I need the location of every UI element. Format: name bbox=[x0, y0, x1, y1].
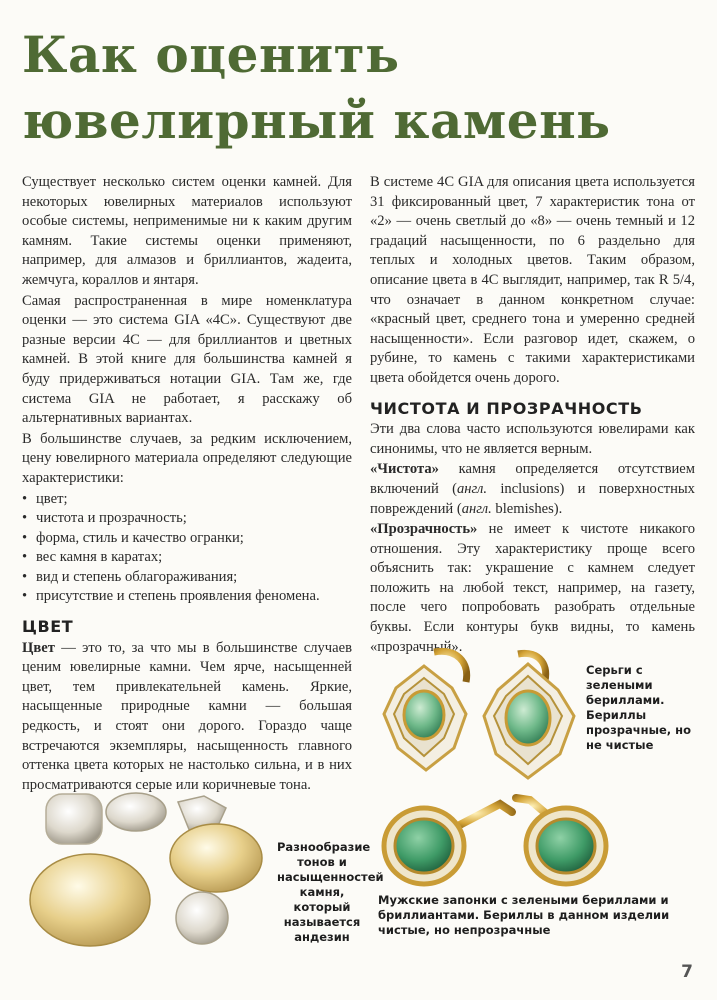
gem-oval-large bbox=[30, 854, 150, 946]
gem-round bbox=[176, 892, 228, 944]
list-item: • чистота и прозрачность; bbox=[22, 509, 352, 529]
cufflinks-photo bbox=[380, 790, 615, 890]
purity-text: inclusions) и поверхностных повреждений ( bbox=[370, 480, 695, 517]
caption-andesine: Разнообразие тонов и насыщенностей камня, который называется андезин bbox=[277, 840, 384, 944]
list-item: • вес камня в каратах; bbox=[22, 548, 352, 568]
left-column bbox=[22, 173, 352, 796]
andesine-gems-photo bbox=[26, 790, 274, 955]
title-line-2: ювелирный камень bbox=[22, 91, 611, 150]
paragraph-purity bbox=[370, 460, 695, 519]
angl-abbrev: англ. bbox=[457, 480, 488, 497]
angl-abbrev: англ. bbox=[461, 500, 492, 517]
paragraph-intro: Существует несколько систем оценки камней. Для некоторых ювелирных материалов используют особые системы, неприменимые ни к каким другим камням. Такие системы оценки применяют, например, для алмазов и бриллиантов, жадеита, жемчуга, кораллов и янтаря. bbox=[22, 174, 352, 288]
gem-oval-small bbox=[106, 793, 166, 831]
earring-right bbox=[484, 653, 574, 778]
paragraph-clarity-intro: Эти два слова часто используются ювелирами как синонимы, что не является верным. bbox=[370, 421, 695, 457]
paragraph-transparency bbox=[370, 520, 695, 657]
list-item: • форма, стиль и качество огранки; bbox=[22, 529, 352, 549]
list-item: • присутствие и степень проявления феномена. bbox=[22, 587, 352, 607]
paragraph-gia: Самая распространенная в мире номенклатура оценки — это система GIA «4С». Существуют две разные версии 4С — для бриллиантов и цветных камней. В этой книге для большинства камней я буду придерживаться нотации GIA. Там же, где система GIA не работает, я расскажу об альтернативных вариантах. bbox=[22, 292, 352, 427]
paragraph-color bbox=[22, 639, 352, 796]
term-transparency: «Прозрачность» bbox=[370, 521, 478, 538]
section-heading-clarity: ЧИСТОТА И ПРОЗРАЧНОСТЬ bbox=[370, 398, 643, 418]
page-number: 7 bbox=[681, 962, 693, 982]
section-heading-color: ЦВЕТ bbox=[22, 617, 74, 637]
paragraph-characteristics: В большинстве случаев, за редким исключением, цену ювелирного материала определяют следующие характеристики: bbox=[22, 430, 352, 486]
earrings-photo bbox=[372, 648, 582, 783]
gem-oval-yellow bbox=[170, 824, 262, 892]
term-purity: «Чистота» bbox=[370, 461, 439, 478]
color-text: — это то, за что мы в большинстве случаев ценим ювелирные камни. Чем ярче, насыщенней цвет, тем привлекательней камень. Яркие, насыщенные природные камни — большая редкость, и стоят они дорого. Гораздо чаще встречаются экземпляры, насыщенность главного оттенка цвета которых не настолько сильна, и в них просматриваются серые или коричневые тона. bbox=[22, 639, 352, 793]
term-color: Цвет bbox=[22, 639, 55, 656]
earring-left bbox=[384, 651, 467, 770]
caption-cufflinks: Мужские запонки с зелеными бериллами и бриллиантами. Бериллы в данном изделии чистые, но непрозрачные bbox=[378, 893, 670, 937]
purity-text: blemishes). bbox=[491, 500, 563, 517]
gem-cushion bbox=[46, 794, 102, 844]
page-title bbox=[22, 22, 611, 154]
right-column bbox=[370, 173, 695, 658]
paragraph-gia-color: В системе 4С GIA для описания цвета используется 31 фиксированный цвет, 7 характеристик тона от «2» — очень светлый до «8» — очень темный и 12 градаций насыщенности, по 6 раздельно для теплых и холодных цветов. Таким образом, описание цвета в 4С выглядит, например, так R 5/4, что означает в данном конкретном случае: «красный цвет, среднего тона и умеренно средней насыщенности». Если разговор идет, скажем, о рубине, то камень с такими характеристиками цвета обойдется очень дорого. bbox=[370, 174, 695, 386]
cufflink-left bbox=[384, 804, 512, 884]
title-line-1: Как оценить bbox=[22, 25, 400, 84]
transparency-text: не имеет к чистоте никакого отношения. Эту характеристику проще всего объяснить так: украшение с камнем следует положить на любой текст, например, на газету, после чего попробовать разобрать отдельные буквы. Если контуры букв видны, то камень «прозрачный». bbox=[370, 521, 695, 655]
characteristics-list bbox=[22, 490, 352, 608]
purity-text: камня определяется отсутствием включений ( bbox=[370, 461, 695, 497]
cufflink-right bbox=[516, 798, 606, 884]
list-item: • вид и степень облагораживания; bbox=[22, 568, 352, 588]
list-item: • цвет; bbox=[22, 490, 352, 510]
caption-earrings: Серьги с зелеными бериллами. Бериллы прозрачные, но не чистые bbox=[586, 663, 692, 752]
